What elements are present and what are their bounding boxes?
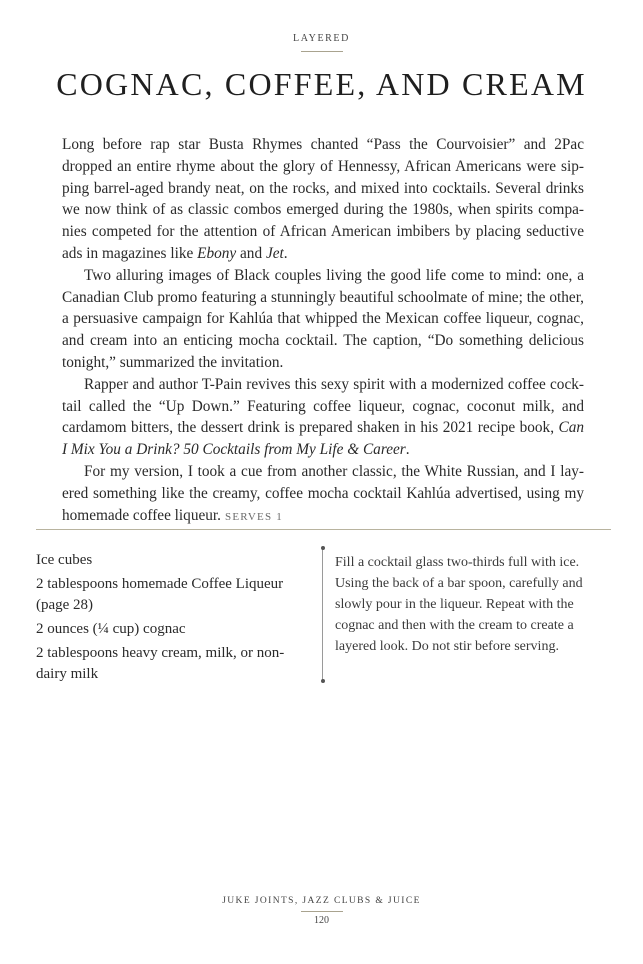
ingredient-item: Ice cubes: [36, 552, 93, 568]
ingredient-item: 2 tablespoons homemade Coffee Liqueur (page 28): [36, 576, 284, 613]
intro-paragraph-1: [62, 134, 584, 265]
ingredients-list: [36, 550, 306, 688]
intro-p1-text: Long before rap star Busta Rhymes chanted “Pass the Courvoisier” and 2Pac dropped an entire rhyme about the glory of Hennessy, African Americans were sipping barrel-aged brandy neat, on the rocks, and mixed into cocktails. Several drinks we now think of as classic combos emerged during the 1980s, when spirits companies competed for the attention of African American imbibers by placing seductive ads in magazines like: [62, 136, 584, 262]
serves-label: SERVES 1: [225, 510, 283, 523]
footer-book-title: JUKE JOINTS, JAZZ CLUBS & JUICE: [222, 896, 421, 906]
ingredient-item: 2 tablespoons heavy cream, milk, or non-dairy milk: [36, 645, 285, 682]
footer-rule: [301, 911, 343, 912]
ingredient-item: 2 ounces (¼ cup) cognac: [36, 621, 186, 637]
section-divider: [36, 529, 611, 530]
intro-paragraph-2: Two alluring images of Black couples living the good life come to mind: one, a Canadian Club promo featuring a stunningly beautiful schoolmate of mine; the other, a persuasive campaign for Kahlúa that whipped the Mexican coffee liqueur, cognac, and cream into an enticing mocha cocktail. The caption, “Do something delicious tonight,” summarized the invitation.: [62, 266, 584, 371]
intro-p3-end: .: [405, 441, 410, 459]
section-rule: [301, 51, 343, 52]
intro-p4-text: For my version, I took a cue from another classic, the White Russian, and I layered something like the creamy, coffee mocha cocktail Kahlúa advertised, using my homemade coffee liqueur.: [62, 462, 584, 524]
recipe-title: COGNAC, COFFEE, AND CREAM: [56, 66, 587, 102]
book-title-reference: Can I Mix You a Drink? 50 Cocktails from My Life & Career: [62, 419, 584, 459]
intro-paragraph-3: [62, 374, 584, 461]
magazine-jet: Jet: [265, 244, 284, 262]
page-number: 120: [314, 915, 329, 926]
intro-paragraph-4: [62, 461, 584, 528]
intro-text: [62, 134, 584, 528]
column-divider: [322, 548, 323, 681]
magazine-ebony: Ebony: [197, 244, 237, 262]
intro-p3-text: Rapper and author T-Pain revives this sexy spirit with a modernized coffee cocktail called the “Up Down.” Featuring coffee liqueur, cognac, coconut milk, and cardamom bitters, the dessert drink is prepared shaken in his 2021 recipe book,: [62, 375, 584, 437]
intro-p1-and: and: [236, 244, 266, 262]
method-text: Fill a cocktail glass two-thirds full with ice. Using the back of a bar spoon, carefully and slowly pour in the liqueur. Repeat with the cognac and then with the cream to create a layered look. Do not stir before serving.: [335, 555, 583, 654]
section-label: LAYERED: [293, 33, 350, 44]
intro-p1-end: .: [283, 244, 288, 262]
